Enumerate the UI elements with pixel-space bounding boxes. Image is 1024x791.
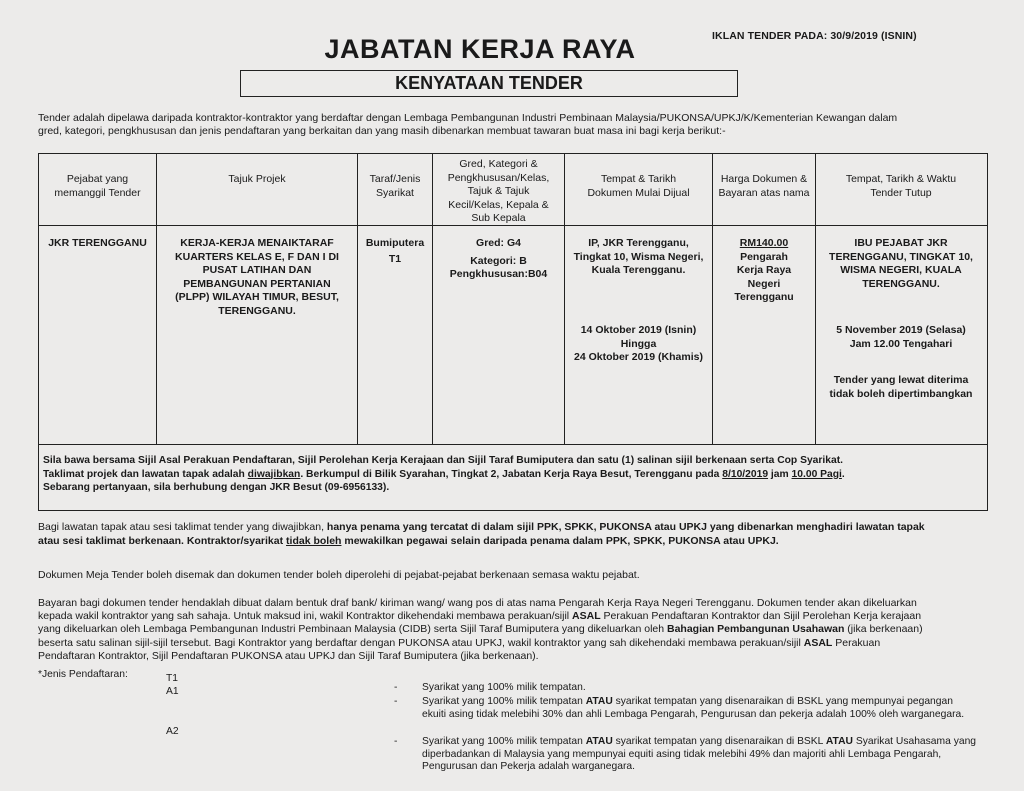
registration-desc-t1: Syarikat yang 100% milik tempatan.	[422, 682, 586, 693]
briefing-notes: Sila bawa bersama Sijil Asal Perakuan Pendaftaran, Sijil Perolehan Kerja Kerajaan dan Sijil Taraf Bumiputera dan satu (1) salinan sijil berkenaan serta Cop Syarikat. Taklimat projek dan lawatan tapak adalah diwajibkan. Berkumpul di Bilik Syarahan, Tingkat 2, Jabatan Kerja Raya Besut, Terengganu pada 8/10/2019 jam 10.00 Pagi. Sebarang pertanyaan, sila berhubung dengan JKR Besut (09-6956133).	[43, 454, 983, 495]
header-document-price: Harga Dokumen & Bayaran atas nama	[718, 173, 810, 199]
tender-statement-label: KENYATAAN TENDER	[395, 73, 583, 93]
advertisement-date: IKLAN TENDER PADA: 30/9/2019 (ISNIN)	[712, 30, 917, 42]
project-title: KERJA-KERJA MENAIKTARAF KUARTERS KELAS E, F DAN I DI PUSAT LATIHAN DAN PEMBANGUNAN PERTANIAN (PLPP) WILAYAH TIMUR, BESUT, TERENGGANU.	[175, 237, 339, 317]
payment-paragraph: Bayaran bagi dokumen tender hendaklah dibuat dalam bentuk draf bank/ kiriman wang/ wang pos di atas nama Pengarah Kerja Raya Negeri Terengganu. Dokumen tender akan dikeluarkan kepada wakil kontraktor yang sah sahaja. Untuk maksud ini, wakil Kontraktor dikehendaki membawa perakuan/sijil ASAL Perakuan Pendaftaran Kontraktor dan Sijil Perolehan Kerja kerajaan yang dikeluarkan oleh Lembaga Pembangunan Industri Pembinaan Malaysia (CIDB) serta Sijil Taraf Bumiputera yang dikeluarkan oleh Bahagian Pembangunan Usahawan (jika berkenaan) beserta satu salinan sijil-sijil tersebut. Bagi Kontraktor yang berdaftar dengan PUKONSA atau UPKJ, wakil kontraktor yang sah dikehendaki membawa perakuan/sijil ASAL Perakuan Pendaftaran Kontraktor, Sijil Pendaftaran PUKONSA atau UPKJ dan Sijil Taraf Bumiputera (jika berkenaan).	[38, 597, 923, 662]
closing-place-value: IBU PEJABAT JKR TERENGGANU, TINGKAT 10, WISMA NEGERI, KUALA TERENGGANU.	[829, 237, 973, 290]
header-closing: Tempat, Tarikh & Waktu Tender Tutup	[845, 173, 957, 199]
closing-time-value: 5 November 2019 (Selasa) Jam 12.00 Tengahari	[836, 324, 966, 350]
tender-statement-title	[240, 70, 738, 97]
sale-place-value: IP, JKR Terengganu, Tingkat 10, Wisma Negeri, Kuala Terengganu.	[573, 237, 704, 276]
table-row-divider	[39, 444, 987, 445]
registration-desc-a1: Syarikat yang 100% milik tempatan ATAU syarikat tempatan yang disenaraikan di BSKL yang mempunyai pegangan ekuiti asing tidak melebihi 30% dan ahli Lembaga Pengarah, Pengurusan dan pekerja adalah 100% oleh warganegara.	[422, 696, 965, 720]
registration-dash: -	[394, 736, 398, 747]
document-price-value: RM140.00 Pengarah Kerja Raya Negeri Terengganu	[734, 237, 794, 303]
company-status-value: Bumiputera T1	[365, 237, 425, 265]
grade-value: Gred: G4 Kategori: B Pengkhususan:B04	[449, 237, 548, 280]
sale-dates-value: 14 Oktober 2019 (Isnin) Hingga 24 Oktober 2019 (Khamis)	[574, 324, 703, 363]
header-project: Tajuk Projek	[228, 173, 286, 185]
registration-label: *Jenis Pendaftaran:	[38, 669, 128, 680]
briefing-line: Taklimat projek dan lawatan tapak adalah diwajibkan. Berkumpul di Bilik Syarahan, Tingkat 2, Jabatan Kerja Raya Besut, Terengganu pada 8/10/2019 jam 10.00 Pagi.	[43, 468, 845, 480]
late-tender-note: Tender yang lewat diterima tidak boleh dipertimbangkan	[829, 374, 973, 400]
registration-desc-a2: Syarikat yang 100% milik tempatan ATAU syarikat tempatan yang disenaraikan di BSKL ATAU Syarikat Usahasama yang diperbadankan di Malaysia yang mempunyai equiti asing tidak melebihi 49% dan majoriti ahli Lembaga Pengarah, Pengurusan dan Pekerja adalah warganegara.	[422, 736, 977, 772]
header-grade-category: Gred, Kategori & Pengkhususan/Kelas, Tajuk & Tajuk Kecil/Kelas, Kepala & Sub Kepala	[447, 158, 550, 224]
intro-paragraph: Tender adalah dipelawa daripada kontraktor-kontraktor yang berdaftar dengan Lembaga Pembangunan Industri Pembinaan Malaysia/PUKONSA/UPKJ/K/Kementerian Kewangan dalam gred, kategori, pengkhususan dan jenis pendaftaran yang berkaitan dan yang masih dibenarkan membuat tawaran buat masa ini bagi kerja berikut:-	[38, 112, 898, 137]
registration-code: A1	[166, 686, 179, 697]
registration-code: A2	[166, 726, 179, 737]
tender-table	[38, 153, 988, 511]
site-visit-paragraph: Bagi lawatan tapak atau sesi taklimat tender yang diwajibkan, hanya penama yang tercatat di dalam sijil PPK, SPKK, PUKONSA atau UPKJ yang dibenarkan menghadiri lawatan tapak atau sesi taklimat berkenaan. Kontraktor/syarikat tidak boleh mewakilkan pegawai selain daripada penama dalam PPK, SPKK, PUKONSA atau UPKJ.	[38, 521, 925, 547]
column-divider	[156, 154, 157, 444]
office-value: JKR TERENGGANU	[48, 237, 147, 249]
header-sale-place-date: Tempat & Tarikh Dokumen Mulai Dijual	[587, 173, 690, 199]
header-office: Pejabat yang memanggil Tender	[54, 173, 141, 199]
registration-dash: -	[394, 682, 398, 693]
header-company-status: Taraf/Jenis Syarikat	[369, 173, 421, 199]
tender-documents-paragraph: Dokumen Meja Tender boleh disemak dan dokumen tender boleh diperolehi di pejabat-pejabat berkenaan semasa waktu pejabat.	[38, 569, 640, 581]
registration-code: T1	[166, 673, 179, 684]
department-title: JABATAN KERJA RAYA	[324, 34, 636, 64]
registration-dash: -	[394, 696, 398, 707]
